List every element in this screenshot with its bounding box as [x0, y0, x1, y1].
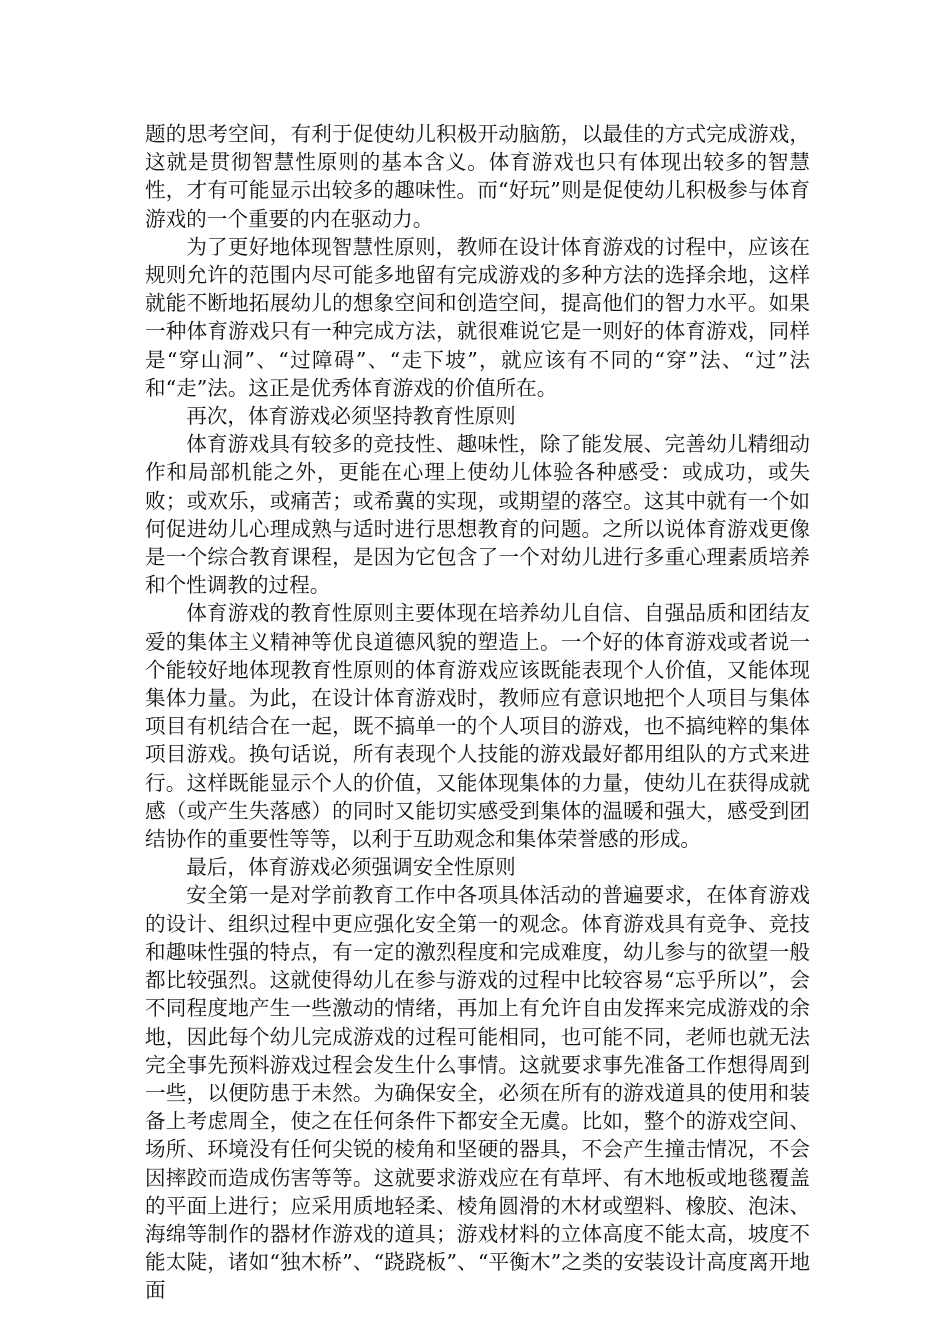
paragraph-education-feelings: 体育游戏具有较多的竞技性、趣味性，除了能发展、完善幼儿精细动作和局部机能之外，更能在心理上使幼儿体验各种感受：或成功，或失败；或欢乐，或痛苦；或希冀的实现，或期望的落空。这其中就有一个如何促进幼儿心理成熟与适时进行思想教育的问题。之所以说体育游戏更像是一个综合教育课程，是因为它包含了一个对幼儿进行多重心理素质培养和个性调教的过程。: [145, 432, 810, 598]
section-heading-safety-principle: 最后，体育游戏必须强调安全性原则: [186, 855, 516, 880]
paragraph-safety: 安全第一是对学前教育工作中各项具体活动的普遍要求，在体育游戏的设计、组织过程中更应强化安全第一的观念。体育游戏具有竞争、竞技和趣味性强的特点，有一定的激烈程度和完成难度，幼儿参与的欲望一般都比较强烈。这就使得幼儿在参与游戏的过程中比较容易“忘乎所以”，会不同程度地产生一些激动的情绪，再加上有允许自由发挥来完成游戏的余地，因此每个幼儿完成游戏的过程可能相同，也可能不同，老师也就无法完全事先预料游戏过程会发生什么事情。这就要求事先准备工作想得周到一些，以便防患于未然。为确保安全，必须在所有的游戏道具的使用和装备上考虑周全，使之在任何条件下都安全无虞。比如，整个的游戏空间、场所、环境没有任何尖锐的棱角和坚硬的器具，不会产生撞击情况，不会因摔跤而造成伤害等等。这就要求游戏应在有草坪、有木地板或地毯覆盖的平面上进行；应采用质地轻柔、棱角圆滑的木材或塑料、橡胶、泡沫、海绵等制作的器材作游戏的道具；游戏材料的立体高度不能太高，坡度不能太陡，诸如“独木桥”、“跷跷板”、“平衡木”之类的安装设计高度离开地面: [145, 883, 810, 1303]
section-heading-education-principle: 再次，体育游戏必须坚持教育性原则: [186, 404, 516, 429]
document-body: [145, 120, 810, 1305]
paragraph-continuation: 题的思考空间，有利于促使幼儿积极开动脑筋，以最佳的方式完成游戏，这就是贯彻智慧性原则的基本含义。体育游戏也只有体现出较多的智慧性，才有可能显示出较多的趣味性。而“好玩”则是促使幼儿积极参与体育游戏的一个重要的内在驱动力。: [145, 122, 810, 231]
paragraph-education-collective: 体育游戏的教育性原则主要体现在培养幼儿自信、自强品质和团结友爱的集体主义精神等优良道德风貌的塑造上。一个好的体育游戏或者说一个能较好地体现教育性原则的体育游戏应该既能表现个人价值，又能体现集体力量。为此，在设计体育游戏时，教师应有意识地把个人项目与集体项目有机结合在一起，既不搞单一的个人项目的游戏，也不搞纯粹的集体项目游戏。换句话说，所有表现个人技能的游戏最好都用组队的方式来进行。这样既能显示个人的价值，又能体现集体的力量，使幼儿在获得成就感（或产生失落感）的同时又能切实感受到集体的温暖和强大，感受到团结协作的重要性等等，以利于互助观念和集体荣誉感的形成。: [145, 601, 810, 852]
paragraph-wisdom-principle: 为了更好地体现智慧性原则，教师在设计体育游戏的讨程中，应该在规则允许的范围内尽可能多地留有完成游戏的多种方法的选择余地，这样就能不断地拓展幼儿的想象空间和创造空间，提高他们的智力水平。如果一种体育游戏只有一种完成方法，就很难说它是一则好的体育游戏，同样是“穿山洞”、“过障碍”、“走下坡”，就应该有不同的“穿”法、“过”法和“走”法。这正是优秀体育游戏的价值所在。: [145, 234, 810, 400]
